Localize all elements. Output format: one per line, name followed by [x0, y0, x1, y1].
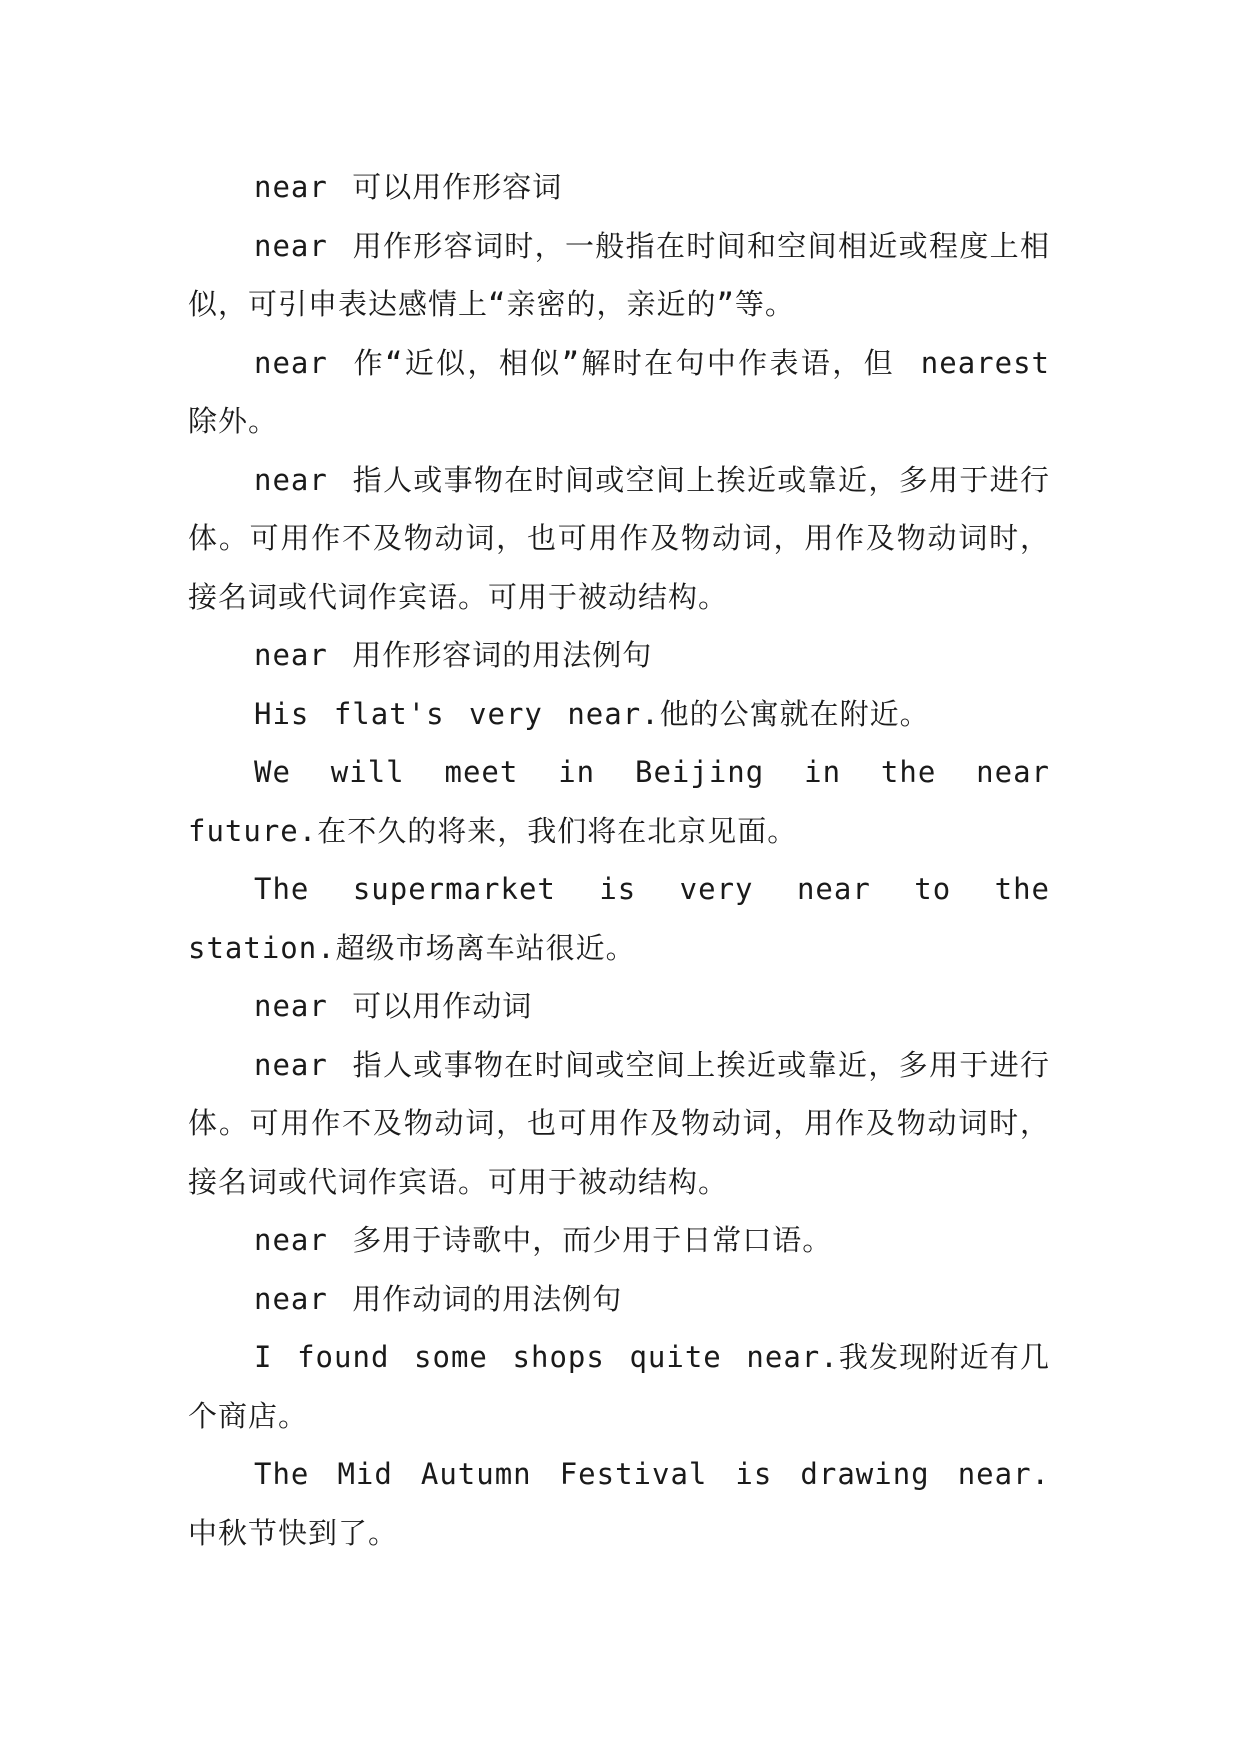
paragraph-adjective-usage: near 指人或事物在时间或空间上挨近或靠近，多用于进行体。可用作不及物动词，也可用作及物动词，用作及物动词时，接名词或代词作宾语。可用于被动结构。 [188, 462, 1050, 614]
section-heading-adjective: near 可以用作形容词 [254, 170, 563, 204]
paragraph-adjective-predicative: near 作“近似，相似”解时在句中作表语，但 nearest 除外。 [188, 345, 1050, 438]
section-heading-adjective-examples: near 用作形容词的用法例句 [254, 638, 653, 672]
example-sentence: I found some shops quite near.我发现附近有几个商店。 [188, 1340, 1050, 1433]
example-sentence: The supermarket is very near to the station.超级市场离车站很近。 [188, 872, 1050, 965]
example-sentence: We will meet in Beijing in the near future.在不久的将来，我们将在北京见面。 [188, 755, 1050, 848]
paragraph-verb-register: near 多用于诗歌中，而少用于日常口语。 [254, 1223, 833, 1257]
section-heading-verb: near 可以用作动词 [254, 989, 533, 1023]
section-heading-verb-examples: near 用作动词的用法例句 [254, 1281, 623, 1316]
paragraph-adjective-meaning: near 用作形容词时，一般指在时间和空间相近或程度上相似，可引申表达感情上“亲密的，亲近的”等。 [188, 228, 1050, 321]
example-sentence: The Mid Autumn Festival is drawing near.中秋节快到了。 [188, 1457, 1050, 1550]
document-body [188, 158, 1050, 1562]
paragraph-verb-usage: near 指人或事物在时间或空间上挨近或靠近，多用于进行体。可用作不及物动词，也可用作及物动词，用作及物动词时，接名词或代词作宾语。可用于被动结构。 [188, 1047, 1050, 1199]
example-sentence: His flat's very near.他的公寓就在附近。 [254, 696, 930, 731]
